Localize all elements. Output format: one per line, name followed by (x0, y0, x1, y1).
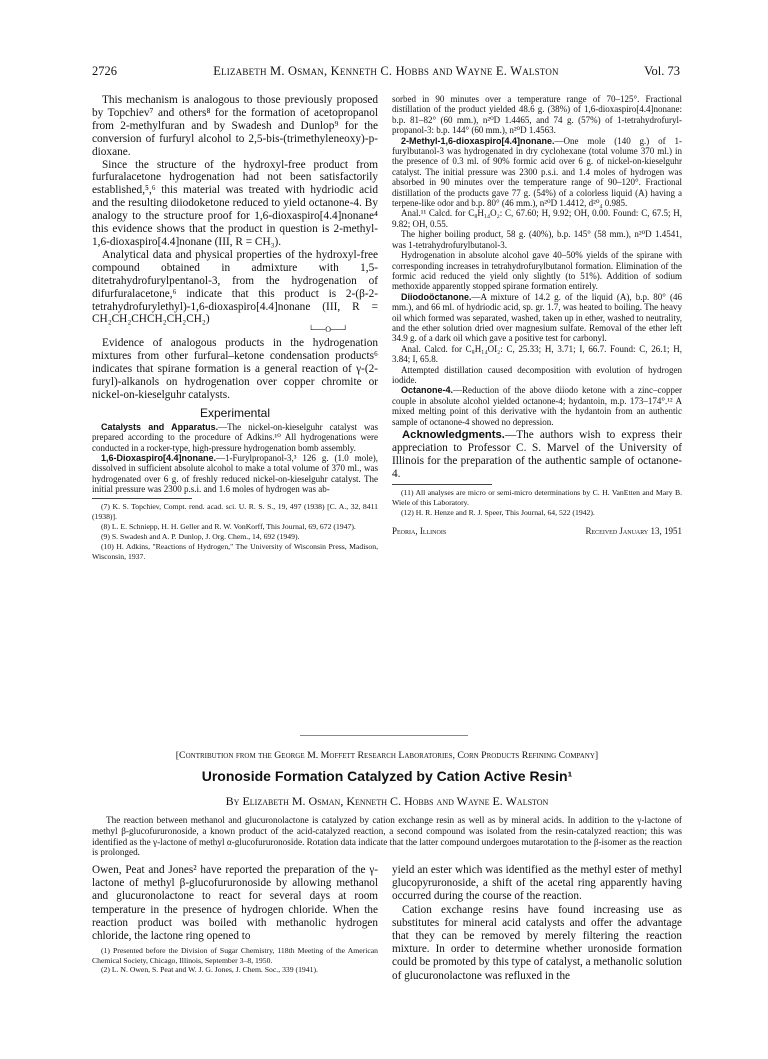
run-in-heading: Diiodoöctanone. (401, 291, 472, 302)
paragraph-text: —One mole (140 g.) of 1-furylbutanol-3 was hydrogenated in dry cyclohexane (total volume 370 ml.) in the presence of 0.3 ml. of 90% formic acid over 6 g. of nickel-on-kieselguhr catalyst. The initial pressure was 2300 p.s.i. and 1.4 moles of hydrogen was absorbed in 90 minutes over the temperature range of 90–120°. Fractional distillation of the products gave 77 g. (54%) of a colorless liquid (A) having a terpene-like odor and b.p. 80° (46 mm.), n²⁰D 1.4412, d²⁰₄ 0.985. (392, 135, 682, 209)
left-column (92, 94, 378, 562)
place: Peoria, Illinois (392, 525, 447, 536)
footnote: (12) H. R. Henze and R. J. Speer, This Journal, 64, 522 (1942). (401, 507, 595, 517)
experimental-paragraph (392, 292, 682, 344)
article-title: Uronoside Formation Catalyzed by Cation Active Resin¹ (201, 768, 573, 784)
experimental-paragraph (392, 385, 682, 427)
acknowledgments-paragraph (392, 429, 682, 481)
paragraph: Owen, Peat and Jones² have reported the preparation of the γ-lactone of methyl β-glucofururonoside by allowing methanol and glucuronolactone to react for several days at room temperature in the presence of hydrogen chloride. When the reaction product was boiled with methanolic hydrogen chloride, the lactone ring opened to (92, 864, 378, 943)
paragraph: yield an ester which was identified as the methyl ester of methyl glucopyruronoside, a shift of the acetal ring apparently having occurred during the course of the reaction. (392, 864, 682, 903)
section-heading-experimental: Experimental (199, 405, 271, 420)
contribution-line: [Contribution from the George M. Moffett Research Laboratories, Corn Products Refining Company] (175, 750, 599, 761)
running-authors: Elizabeth M. Osman, Kenneth C. Hobbs and Wayne E. Walston (213, 64, 559, 78)
footnote-rule (92, 498, 192, 499)
paragraph-text: —The authors wish to express their appreciation to Professor C. S. Marvel of the University of Illinois for the preparation of the authentic sample of octanone-4. (392, 429, 682, 480)
received-date: Received January 13, 1951 (585, 525, 682, 536)
paragraph: Analytical data and physical properties of the hydroxyl-free compound obtained in admixture with 1,5-ditetrahydrofurylpentanol-3, from the hydrogenation of difurfuralacetone,⁶ indicate that this product is 2-(β-2-tetrahydrofurylethyl)-1,6-dioxaspiro[4.4]nonane (III, R = CH₂CH₂CHCH₂CH₂CH₂) (92, 248, 378, 326)
signature-line (392, 526, 682, 537)
footnote: (9) S. Swadesh and A. P. Dunlop, J. Org. Chem., 14, 692 (1949). (101, 531, 300, 541)
experimental-paragraph: The higher boiling product, 58 g. (40%), b.p. 145° (58 mm.), n²⁰D 1.4541, was 1-tetrahydrofurylbutanol-3. (392, 229, 682, 250)
experimental-paragraph (92, 422, 378, 453)
experimental-paragraph: sorbed in 90 minutes over a temperature range of 70–125°. Fractional distillation of the product yielded 48.6 g. (38%) of 1,6-dioxaspiro[4.4]nonane: b.p. 81–82° (60 mm.), n²⁰D 1.4465, and 74 g. (57%) of 1-tetrahydrofuryl-propanol-3: b.p. 144° (60 mm.), n²⁰D 1.4563. (392, 94, 682, 136)
paragraph-text: —The nickel-on-kieselguhr catalyst was prepared according to the procedure of Adkins.¹⁰ All hydrogenations were conducted in a rocker-type, high-pressure hydrogenation bomb assembly. (92, 421, 378, 453)
paragraph: Evidence of analogous products in the hydrogenation mixtures from other furfural–ketone condensation products⁶ indicates that spirane formation is a general reaction of γ-(2-furyl)-alkanols on hydrogenation over copper chromite or nickel-on-kieselguhr catalysts. (92, 337, 378, 401)
paragraph-text: —1-Furylpropanol-3,³ 126 g. (1.0 mole), dissolved in sufficient absolute alcohol to make a total volume of 370 ml., was hydrogenated over 6 g. of freshly reduced nickel-on-kieselguhr catalyst. The initial pressure was 2300 p.s.i. and 1.6 moles of hydrogen was ab- (92, 453, 378, 495)
footnote-rule (392, 484, 492, 485)
run-in-heading: 2-Methyl-1,6-dioxaspiro[4.4]nonane. (401, 135, 555, 146)
footnote: (8) L. E. Schniepp, H. H. Geller and R. W. VonKorff, This Journal, 69, 672 (1947). (101, 521, 356, 531)
footnote: (1) Presented before the Division of Sugar Chemistry, 118th Meeting of the American Chemical Society, Chicago, Illinois, September 3–8, 1950. (92, 946, 378, 965)
paragraph-text: —A mixture of 14.2 g. of the liquid (A), b.p. 80° (46 mm.), and 66 ml. of hydriodic acid, sp. gr. 1.7, was heated to boiling. The heavy oil which formed was separated, washed, taken up in ether, washed to neutrality, and the ether solution dried over magnesium sulfate. Removal of the ether left 34.9 g. of a dark oil which gave a positive test for carbonyl. (392, 291, 682, 344)
run-in-heading: 1,6-Dioxaspiro[4.4]nonane. (101, 453, 217, 464)
abstract: The reaction between methanol and glucuronolactone is catalyzed by cation exchange resin as well as by mineral acids. In addition to the γ-lactone of methyl β-glucofururonoside, a known product of the acid-catalyzed reaction, a second compound was isolated from the resin-catalyzed reaction; this was identified as the γ-lactone of methyl α-glucofururonoside. Rotation data indicate that the latter compound undergoes mutarotation to the β-isomer as the reaction is prolonged. (92, 815, 682, 858)
volume-label: Vol. 73 (644, 64, 680, 78)
run-in-heading: Octanone-4. (401, 385, 454, 396)
page-number: 2726 (92, 64, 117, 78)
article-body-right (392, 864, 682, 983)
ring-bracket: └──O──┘ (308, 325, 348, 335)
footnote: (10) H. Adkins, "Reactions of Hydrogen," The University of Wisconsin Press, Madison, Wisconsin, 1937. (92, 542, 378, 562)
footnote: (11) All analyses are micro or semi-micro determinations by C. H. VanEtten and Mary B. Wiele of this Laboratory. (392, 487, 682, 507)
paragraph: Since the structure of the hydroxyl-free product from furfuralacetone hydrogenation had not been satisfactorily established,⁵,⁶ this material was treated with hydriodic acid and the resulting diiodoketone reduced to yield octanone-4. By analogy to the structure proof for 1,6-dioxaspiro[4.4]nonane⁴ this evidence shows that the product in question is 2-methyl-1,6-dioxaspiro[4.4]nonane (III, R = CH₃). (92, 158, 378, 248)
experimental-paragraph (392, 136, 682, 209)
right-column (392, 94, 682, 537)
running-header (92, 64, 680, 80)
experimental-paragraph: Hydrogenation in absolute alcohol gave 40–50% yields of the spirane with corresponding increases in tetrahydrofurylbutanol formation. Elimination of the formic acid reduced the yield only slightly (to 51%). Addition of sodium methoxide apparently stopped spirane formation entirely. (392, 250, 682, 292)
experimental-paragraph (92, 453, 378, 495)
experimental-paragraph: Attempted distillation caused decomposition with evolution of hydrogen iodide. (392, 364, 682, 385)
paragraph: This mechanism is analogous to those previously proposed by Topchiev⁷ and others⁸ for the formation of acetopropanol from 2-methylfuran and by Swadesh and Dunlop⁹ for the conversion of furfuryl alcohol to 2,5-bis-(trimethyleneoxy)-p-dioxane. (92, 94, 378, 158)
footnote: (2) L. N. Owen, S. Peat and W. J. G. Jones, J. Chem. Soc., 339 (1941). (101, 965, 318, 975)
article-body-left (92, 864, 378, 975)
run-in-heading: Catalysts and Apparatus. (101, 421, 219, 432)
paragraph: Cation exchange resins have found increasing use as substitutes for mineral acid catalysts and offer the advantage that they can be removed by merely filtering the reaction mixture. In order to determine whether uronoside formation could be promoted by this type of catalyst, a methanolic solution of glucuronolactone was refluxed in the (392, 903, 682, 982)
footnote: (7) K. S. Topchiev, Compt. rend. acad. sci. U. R. S. S., 19, 497 (1938) [C. A., 32, 8411 (1938)]. (92, 501, 378, 521)
analysis-line: Anal. Calcd. for C₈H₁₄OI₂: C, 25.33; H, 3.71; I, 66.7. Found: C, 26.1; H, 3.84; I, 65.8. (392, 343, 682, 365)
article-authors: By Elizabeth M. Osman, Kenneth C. Hobbs and Wayne E. Walston (225, 794, 549, 808)
paragraph-text: —Reduction of the above diiodo ketone with a zinc–copper couple in absolute alcohol yielded octanone-4; hydantoin, m.p. 173–174°.¹² A mixed melting point of this derivative with the hydantoin from an authentic sample of octanone-4 showed no depression. (392, 385, 682, 427)
analysis-line: Anal.¹¹ Calcd. for C₈H₁₄O₂: C, 67.60; H, 9.92; OH, 0.00. Found: C, 67.5; H, 9.82; OH, 0.55. (392, 208, 682, 229)
run-in-heading: Acknowledgments. (402, 429, 505, 441)
article-separator-rule (300, 735, 468, 736)
